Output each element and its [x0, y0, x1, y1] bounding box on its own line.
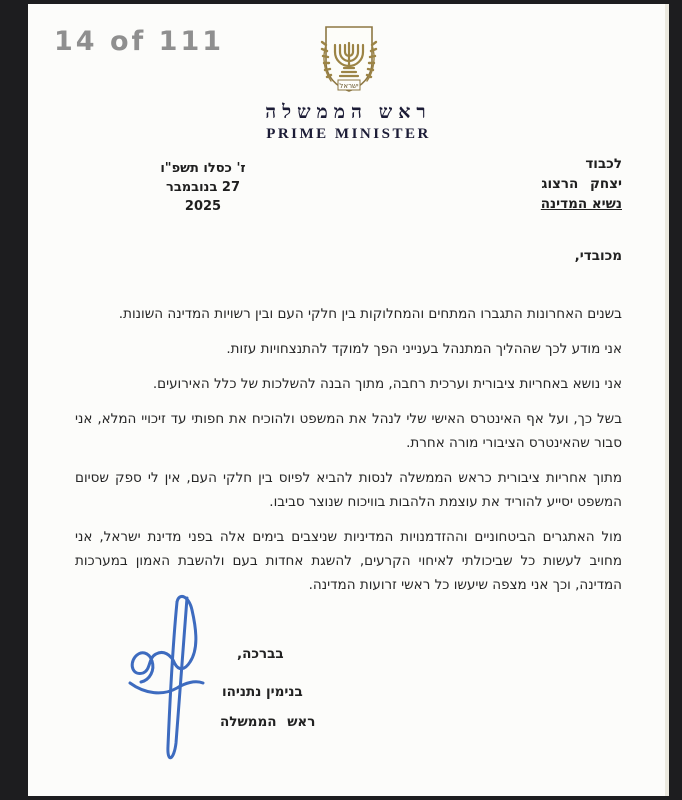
page-indicator: 14 of 111: [54, 26, 225, 57]
recipient-name: יצחק הרצוג: [541, 176, 622, 192]
viewer-frame-top: [0, 0, 682, 4]
emblem-caption: ישראל: [338, 82, 359, 90]
letter-body: [75, 302, 622, 608]
body-paragraph: מתוך אחריות ציבורית כראש הממשלה לנסות להביא לפיוס בין חלקי העם, אין לי ספק שסיום המשפט יסייע להוריד את עוצמת הלהבות בוויכוח שנוצר סביבו.: [75, 470, 622, 510]
recipient-block: [541, 154, 622, 214]
viewer-frame-bottom: [0, 796, 682, 800]
signer-title: ראש הממשלה: [220, 714, 316, 730]
hebrew-date: ז' כסלו תשפ"ו: [160, 161, 246, 176]
viewer-frame-right: [669, 0, 682, 800]
letterhead-title-english: PRIME MINISTER: [266, 126, 431, 142]
body-paragraph: בשנים האחרונות התגברו המתחים והמחלוקות בין חלקי העם ובין רשויות המדינה השונות.: [118, 306, 622, 322]
body-paragraph: אני מודע לכך שההליך המתנהל בענייני הפך למוקד להתנצחויות עזות.: [226, 341, 622, 357]
recipient-salutation: לכבוד: [585, 156, 622, 172]
handwritten-signature: [105, 588, 265, 778]
gregorian-date: 27 בנובמבר 2025: [166, 180, 240, 214]
recipient-title: נשיא המדינה: [540, 196, 622, 212]
body-paragraph: אני נושא באחריות ציבורית וערכית רחבה, מתוך הבנה להשלכות של כלל האירועים.: [152, 376, 622, 392]
body-paragraph: בשל כך, ועל אף האינטרס האישי שלי לנהל את המשפט ולהוכיח את חפותי עד זיכויי המלא, אני סבור שהאינטרס הציבורי מורה אחרת.: [75, 411, 622, 451]
signer-name: בנימין נתניהו: [222, 684, 303, 700]
letter-greeting: מכובדי,: [574, 248, 622, 264]
body-paragraph: מול האתגרים הביטחוניים וההזדמנויות המדיניות שניצבים בימים אלה בפני מדינת ישראל, אני מחויב לעשות כל שביכולתי לאיחוי הקרעים, להשגת אחדות בעם ולהשבת האמון במערכות המדינה, וכך אני מצפה שיעשו כל ראשי זרועות המדינה.: [75, 529, 622, 593]
israel-state-emblem-icon: [317, 24, 381, 94]
letterhead-title-hebrew: ראש הממשלה: [265, 102, 432, 123]
letter-closing: בברכה,: [237, 646, 284, 662]
date-block: [148, 159, 258, 216]
viewer-frame-left: [0, 0, 28, 800]
